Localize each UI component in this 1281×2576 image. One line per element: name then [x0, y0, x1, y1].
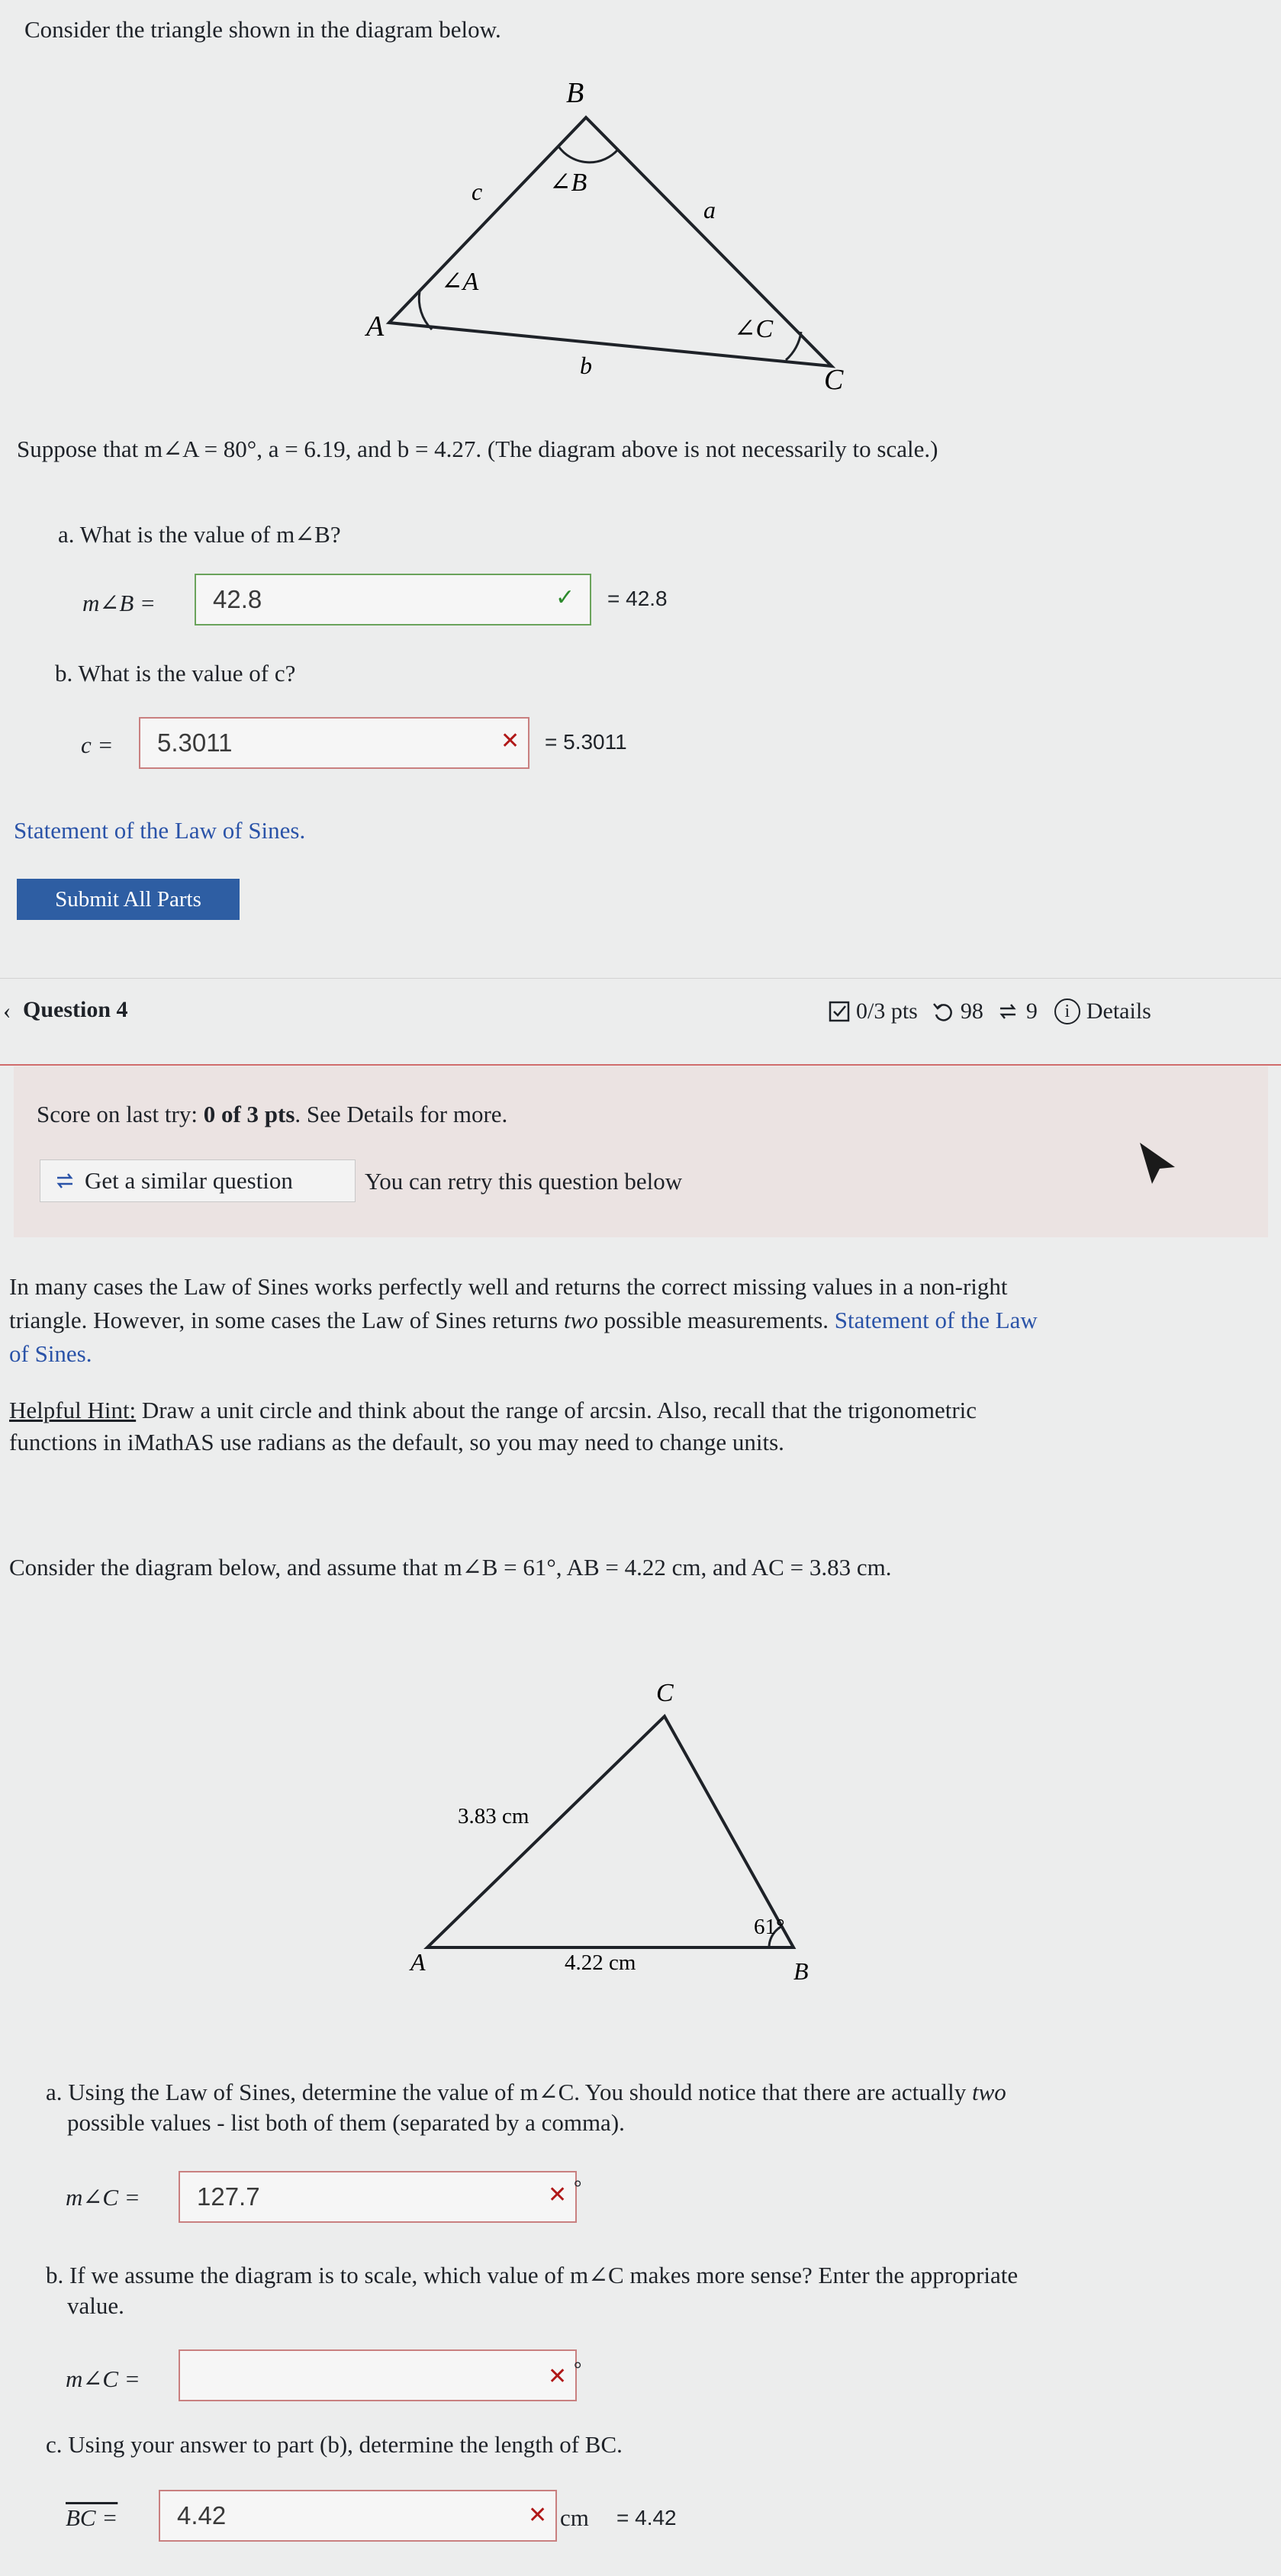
- retry-icon: [932, 1000, 954, 1023]
- q4-vertex-c-label: C: [656, 1679, 674, 1707]
- law-of-sines-link-2b[interactable]: of Sines.: [9, 1340, 92, 1367]
- side-c-label: c: [472, 178, 483, 205]
- q3-part-b-prompt: b. What is the value of c?: [55, 660, 296, 687]
- question-title: Question 4: [23, 997, 128, 1022]
- score-divider: [0, 1064, 1281, 1066]
- q4-vertex-b-label: B: [793, 1957, 809, 1985]
- submit-all-parts-button[interactable]: Submit All Parts: [17, 879, 240, 920]
- q3-intro: Consider the triangle shown in the diagram below.: [24, 16, 501, 43]
- side-ac-label: 3.83 cm: [458, 1804, 529, 1828]
- wrong-x-icon: ✕: [528, 2502, 548, 2529]
- q4-para1-line1: In many cases the Law of Sines works perfectly well and returns the correct missing values in a non-right: [9, 1273, 1008, 1300]
- angle-b-label: ∠B: [549, 169, 587, 197]
- retry-message: You can retry this question below: [365, 1168, 683, 1195]
- law-of-sines-link[interactable]: Statement of the Law of Sines.: [14, 817, 306, 844]
- vertex-c-label: C: [824, 364, 844, 396]
- score-pts: 0/3 pts: [856, 999, 918, 1024]
- q4-triangle-diagram: [397, 1663, 824, 1991]
- q4-part-c-label: BC =: [66, 2504, 118, 2531]
- degree-unit: °: [574, 2358, 582, 2380]
- q4-part-a-line1: a. Using the Law of Sines, determine the value of m∠C. You should notice that there are actually two: [46, 2079, 1006, 2105]
- attempts-icon: [996, 1000, 1020, 1023]
- angle-b-61-label: 61°: [754, 1915, 785, 1939]
- q4-part-a-input[interactable]: 127.7: [179, 2171, 577, 2223]
- attempts-count: 9: [1025, 999, 1038, 1024]
- q4-part-c-input[interactable]: 4.42: [159, 2490, 557, 2542]
- angle-c-label: ∠C: [734, 315, 774, 343]
- q4-para1-line2: triangle. However, in some cases the Law of Sines returns two possible measurements. Statement of the Law: [9, 1307, 1038, 1333]
- side-ab-label: 4.22 cm: [565, 1950, 636, 1975]
- score-checkbox-icon: [829, 1001, 850, 1022]
- degree-unit: °: [574, 2176, 582, 2198]
- q3-part-a-input[interactable]: 42.8: [195, 574, 591, 626]
- vertex-a-label: A: [366, 310, 385, 343]
- details-link[interactable]: Details: [1086, 999, 1151, 1024]
- q3-given: Suppose that m∠A = 80°, a = 6.19, and b = 4.27. (The diagram above is not necessarily to scale.): [17, 436, 938, 462]
- wrong-x-icon: ✕: [548, 2363, 568, 2390]
- hint-line1: Helpful Hint: Draw a unit circle and think about the range of arcsin. Also, recall that the trigonometric: [9, 1397, 977, 1423]
- q3-triangle-diagram: [359, 69, 862, 404]
- q4-part-c-prompt: c. Using your answer to part (b), determine the length of BC.: [46, 2431, 623, 2458]
- q4-consider: Consider the diagram below, and assume that m∠B = 61°, AB = 4.22 cm, and AC = 3.83 cm.: [9, 1554, 892, 1581]
- hint-line2: functions in iMathAS use radians as the default, so you may need to change units.: [9, 1429, 784, 1455]
- q4-part-b-label: m∠C =: [66, 2365, 140, 2392]
- q4-vertex-a-label: A: [410, 1948, 426, 1976]
- angle-b-arc: [558, 146, 618, 162]
- question-stats: [829, 995, 1151, 1028]
- prev-question-chevron-icon[interactable]: ‹: [3, 997, 11, 1024]
- q4-part-b-line1: b. If we assume the diagram is to scale, which value of m∠C makes more sense? Enter the appropriate: [46, 2262, 1019, 2288]
- similar-question-icon: [53, 1169, 77, 1192]
- info-icon[interactable]: i: [1054, 999, 1080, 1024]
- correct-check-icon: ✓: [555, 584, 575, 611]
- q4-part-b-line2: value.: [67, 2292, 124, 2319]
- divider: [0, 978, 1281, 979]
- q3-part-b-input[interactable]: 5.3011: [139, 717, 529, 769]
- cm-unit: cm: [560, 2504, 589, 2531]
- vertex-b-label: B: [566, 77, 584, 109]
- q3-part-a-result: = 42.8: [607, 587, 668, 610]
- law-of-sines-link-2[interactable]: Statement of the Law: [834, 1307, 1038, 1333]
- q3-part-b-result: = 5.3011: [545, 730, 627, 754]
- angle-a-label: ∠A: [441, 268, 479, 296]
- q4-part-c-result: = 4.42: [616, 2506, 677, 2529]
- side-b-label: b: [580, 352, 592, 379]
- q4-part-a-label: m∠C =: [66, 2184, 140, 2211]
- q3-part-a-label: m∠B =: [82, 590, 156, 616]
- q4-part-b-input[interactable]: [179, 2349, 577, 2401]
- angle-a-arc: [419, 291, 432, 330]
- retries-count: 98: [960, 999, 983, 1024]
- get-similar-question-button[interactable]: Get a similar question: [40, 1159, 356, 1202]
- score-message: Score on last try: 0 of 3 pts. See Details for more.: [37, 1101, 508, 1127]
- q3-part-a-prompt: a. What is the value of m∠B?: [58, 521, 341, 548]
- score-panel: [14, 1066, 1268, 1237]
- angle-c-arc: [786, 332, 801, 360]
- wrong-x-icon: ✕: [500, 728, 520, 754]
- wrong-x-icon: ✕: [548, 2182, 568, 2208]
- mouse-cursor-icon: [1135, 1140, 1181, 1188]
- side-a-label: a: [703, 196, 716, 224]
- q4-part-a-line2: possible values - list both of them (separated by a comma).: [67, 2109, 625, 2136]
- q3-part-b-label: c =: [81, 732, 114, 758]
